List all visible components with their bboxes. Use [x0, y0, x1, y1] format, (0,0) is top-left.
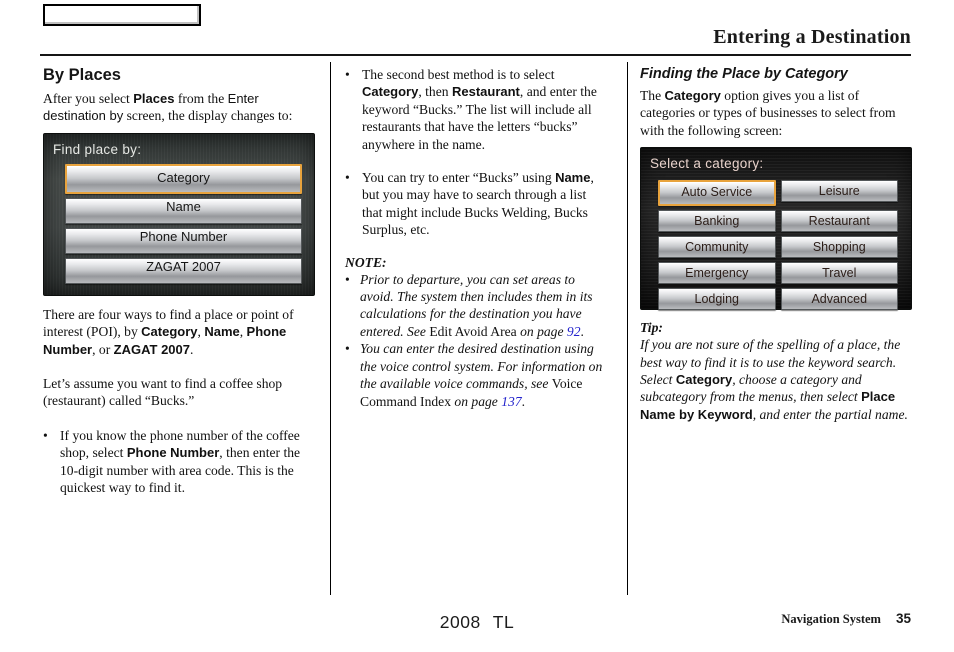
screen2-button-advanced: Advanced [781, 288, 899, 310]
note-bullet-item: • You can enter the desired destination using the voice control system. For information on the available voice commands, see Voice Command Index on page 137. [345, 340, 607, 410]
bullet-item: • If you know the phone number of the coffee shop, select Phone Number, then enter the 10-digit number with area code. This is the quickest way to find it. [43, 427, 315, 497]
header-rule [40, 54, 911, 56]
screen2-button-banking: Banking [658, 210, 776, 232]
bullet-marker [345, 66, 362, 153]
page-number: 35 [895, 611, 911, 626]
screen-title: Find place by: [53, 141, 142, 157]
model-label-box [43, 4, 201, 26]
screen2-button-emergency: Emergency [658, 262, 776, 284]
bullet-marker [345, 271, 360, 341]
screen1-button-category: Category [65, 164, 302, 194]
screen2-button-lodging: Lodging [658, 288, 776, 310]
column-divider [627, 62, 628, 595]
tip-paragraph: If you are not sure of the spelling of a place, the best way to find it is to use the keyword search. Select Category, choose a category and subcategory from the menus, then select Place Name by Keyword, and enter the partial name. [640, 337, 908, 422]
paragraph: There are four ways to find a place or point of interest (POI), by Category, Name, Phone Number, or ZAGAT 2007. [43, 306, 294, 357]
bullet-marker [345, 340, 360, 410]
screen-button-list [65, 164, 302, 284]
note-heading: NOTE: [345, 254, 387, 270]
column-3 [640, 66, 912, 440]
tip-heading: Tip: [640, 320, 663, 336]
paragraph: After you select Places from the Enter destination by screen, the display changes to: [43, 91, 293, 124]
column-divider [330, 62, 331, 595]
paragraph: The Category option gives you a list of categories or types of businesses to select from with the following screen: [640, 88, 896, 138]
screen1-button-name: Name [65, 198, 302, 224]
screen2-button-travel: Travel [781, 262, 899, 284]
page-title: Entering a Destination [713, 26, 911, 48]
screen2-button-restaurant: Restaurant [781, 210, 899, 232]
bullet-item: • You can try to enter “Bucks” using Name, but you may have to search through a list that might include Bucks Welding, Bucks Surplus, etc. [345, 169, 607, 239]
bullet-marker [43, 427, 60, 497]
screen2-button-community: Community [658, 236, 776, 258]
bullet-item: • The second best method is to select Category, then Restaurant, and enter the keyword “Bucks.” The list will include all restaurants that have the letters “bucks” anywhere in the name. [345, 66, 607, 153]
section-heading-by-places: By Places [43, 66, 121, 84]
screen1-button-zagat-2007: ZAGAT 2007 [65, 258, 302, 284]
nav-screenshot-find-place-by [43, 133, 315, 296]
nav-screenshot-select-category [640, 147, 912, 310]
page-cross-reference-link[interactable]: 92 [566, 323, 581, 339]
screen-button-grid [658, 180, 898, 310]
bullet-marker [345, 169, 362, 239]
screen1-button-phone-number: Phone Number [65, 228, 302, 254]
subsection-heading-finding-place-by-category: Finding the Place by Category [640, 66, 848, 82]
footer-model-year: 2008 TL [439, 612, 515, 632]
note-bullet-item: • Prior to departure, you can set areas to avoid. The system then includes them in its calculations for the destination you have entered. See Edit Avoid Area on page 92. [345, 271, 607, 341]
column-1 [43, 66, 315, 512]
screen2-button-shopping: Shopping [781, 236, 899, 258]
screen2-button-leisure: Leisure [781, 180, 899, 202]
page-cross-reference-link[interactable]: 137 [501, 393, 522, 409]
screen-title: Select a category: [650, 156, 764, 172]
footer-page-info [781, 611, 911, 627]
footer-section-label: Navigation System [781, 612, 881, 626]
column-2 [345, 66, 607, 410]
paragraph: Let’s assume you want to find a coffee shop (restaurant) called “Bucks.” [43, 376, 283, 409]
screen2-button-auto-service: Auto Service [658, 180, 776, 206]
